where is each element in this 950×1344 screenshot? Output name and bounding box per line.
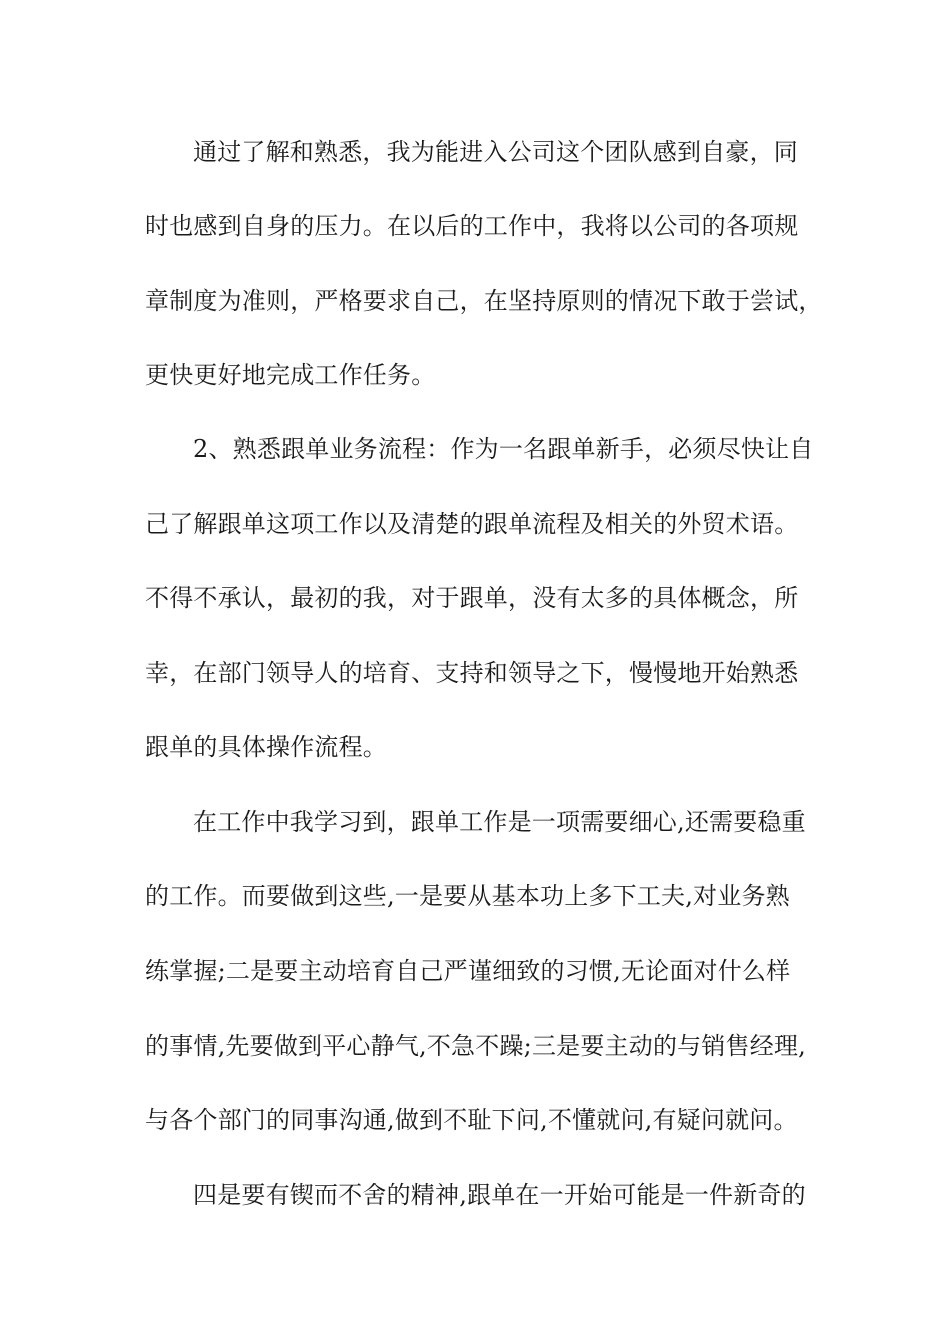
paragraph-1-line-2: 时也感到自身的压力。在以后的工作中，我将以公司的各项规 (145, 212, 799, 240)
paragraph-3-line-5: 与各个部门的同事沟通,做到不耻下问,不懂就问,有疑问就问。 (145, 1106, 798, 1134)
paragraph-3-line-2: 的工作。而要做到这些,一是要从基本功上多下工夫,对业务熟 (145, 882, 790, 910)
paragraph-3-line-4: 的事情,先要做到平心静气,不急不躁;三是要主动的与销售经理, (145, 1032, 806, 1060)
paragraph-2-line-5: 跟单的具体操作流程。 (145, 733, 387, 761)
paragraph-3-line-3: 练掌握;二是要主动培育自己严谨细致的习惯,无论面对什么样 (145, 957, 791, 985)
paragraph-2-line-3: 不得不承认，最初的我，对于跟单，没有太多的具体概念，所 (145, 584, 799, 612)
paragraph-1-line-4: 更快更好地完成工作任务。 (145, 361, 436, 389)
paragraph-2-line-2: 己了解跟单这项工作以及清楚的跟单流程及相关的外贸术语。 (145, 510, 799, 538)
paragraph-2-line-1: 2、熟悉跟单业务流程：作为一名跟单新手，必须尽快让自 (193, 435, 814, 463)
paragraph-2-line-4: 幸，在部门领导人的培育、支持和领导之下，慢慢地开始熟悉 (145, 659, 799, 687)
paragraph-4-line-1: 四是要有锲而不舍的精神,跟单在一开始可能是一件新奇的 (193, 1181, 806, 1209)
paragraph-3-line-1: 在工作中我学习到，跟单工作是一项需要细心,还需要稳重 (193, 808, 806, 836)
paragraph-1-line-1: 通过了解和熟悉，我为能进入公司这个团队感到自豪，同 (193, 138, 798, 166)
paragraph-1-line-3: 章制度为准则，严格要求自己，在坚持原则的情况下敢于尝试， (145, 287, 823, 315)
